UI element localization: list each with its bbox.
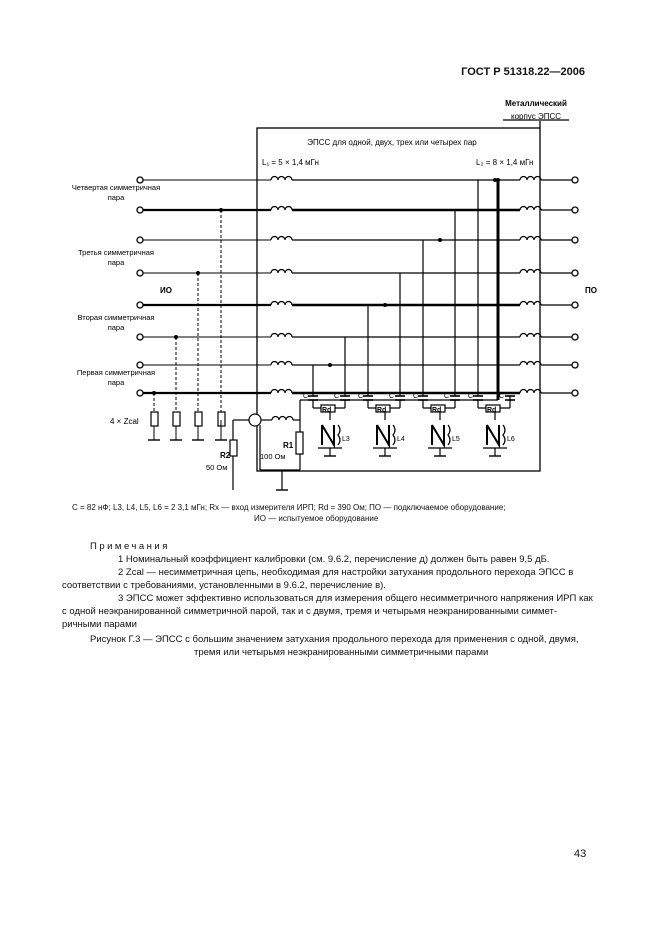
rd-label: Rd — [322, 407, 332, 414]
l-inductor — [322, 425, 334, 445]
figure-caption — [90, 633, 610, 659]
l1-coil — [271, 207, 292, 210]
l2-coil — [520, 302, 541, 306]
l1-coil — [271, 334, 292, 337]
output-terminal — [572, 302, 578, 308]
caption-line-1: Рисунок Г.3 — ЭПСС с большим значением затухания продольного перехода для применения с одной, двумя, — [90, 634, 579, 645]
r2-value: 50 Ом — [206, 463, 228, 472]
l2-coil — [520, 270, 541, 274]
r2-label: R2 — [220, 451, 231, 460]
l2-coil — [520, 237, 541, 240]
capacitor-label: C — [358, 393, 364, 400]
pair4-label-1: Четвертая симметричная — [71, 183, 161, 192]
capacitor-label: C — [468, 393, 474, 400]
l-coil — [338, 425, 340, 445]
box-title: ЭПСС для одной, двух, трех или четырех пар — [307, 138, 477, 147]
l2-coil — [520, 177, 541, 181]
note-1: 1 Номинальный коэффициент калибровки (см. 9.6.2, перечисление д) должен быть равен 9,5 дБ. — [118, 554, 550, 565]
inductor-label: L4 — [397, 436, 405, 443]
input-terminal — [137, 302, 143, 308]
caption-line-2: тремя или четырьмя неэкранированными симметричными парами — [194, 647, 489, 658]
output-terminal — [572, 207, 578, 213]
po-label: ПО — [585, 286, 597, 295]
l1-label: L₁ = 5 × 1,4 мГн — [262, 158, 319, 167]
zcal-resistor — [173, 412, 180, 426]
rx-terminal — [249, 414, 261, 426]
housing-label-1: Металлический — [505, 99, 567, 108]
r1-label: R1 — [283, 441, 294, 450]
l2-coil — [520, 334, 541, 337]
l-coil — [448, 425, 450, 445]
zcal-resistor — [151, 412, 158, 426]
output-terminal — [572, 237, 578, 243]
inductor-label: L6 — [507, 436, 515, 443]
rd-label: Rd — [432, 407, 442, 414]
input-terminal — [137, 390, 143, 396]
notes-title: Примечания — [90, 541, 170, 552]
l2-coil — [520, 390, 541, 393]
pair2-label-1: Вторая симметричная — [77, 313, 155, 322]
capacitor-label: C — [303, 393, 309, 400]
l2-coil — [520, 207, 541, 210]
note-2-line-2: соответствии с требованиями, установленными в 9.6.2, перечисление в). — [62, 580, 386, 591]
output-terminal — [572, 390, 578, 396]
input-terminal — [137, 270, 143, 276]
io-label: ИО — [160, 286, 172, 295]
capacitor-label: C — [444, 393, 450, 400]
note-2-line-1: 2 Zcal — несимметричная цепь, необходимая для настройки затухания продольного перехода ЭПСС в — [118, 567, 574, 578]
input-terminal — [137, 237, 143, 243]
note-3-line-1: 3 ЭПСС может эффективно использоваться для измерения общего несимметричного напряжения ИРП как — [118, 593, 593, 604]
capacitor-label: C — [334, 393, 340, 400]
housing-label-2: корпус ЭПСС — [510, 112, 562, 121]
note-3-line-3: ричными парами — [62, 619, 137, 630]
junction-dot — [493, 178, 497, 182]
l1-bottom-coil — [272, 417, 293, 420]
l-coil — [393, 425, 395, 445]
l1-coil — [271, 302, 292, 306]
inductor-label: L5 — [452, 436, 460, 443]
r1-resistor — [296, 432, 303, 454]
junction-dot — [438, 238, 442, 242]
legend-line-1: C = 82 нФ; L3, L4, L5, L6 = 2 3,1 мГн; Rx — вход измерителя ИРП; Rd = 390 Ом; ПО — подключаемое оборудование; — [72, 503, 506, 512]
l2-label: L₂ = 8 × 1,4 мГн — [476, 158, 534, 167]
capacitor-label: C — [413, 393, 419, 400]
legend-line-2: ИО — испытуемое оборудование — [254, 514, 379, 523]
r1-value: 100 Ом — [260, 452, 286, 461]
pair2-label-2: пара — [107, 323, 125, 332]
pair3-label-2: пара — [107, 258, 125, 267]
l1-coil — [271, 362, 292, 365]
l1-coil — [271, 237, 292, 240]
l-inductor — [487, 425, 499, 445]
page-number: 43 — [574, 848, 587, 860]
rd-label: Rd — [377, 407, 387, 414]
junction-dot — [383, 303, 387, 307]
zcal-label: 4 × Zcal — [110, 417, 139, 426]
standard-header: ГОСТ Р 51318.22—2006 — [461, 66, 585, 78]
l-inductor — [377, 425, 389, 445]
capacitor-label: C — [499, 393, 505, 400]
output-terminal — [572, 177, 578, 183]
output-terminal — [572, 362, 578, 368]
input-terminal — [137, 207, 143, 213]
notes-block — [62, 540, 595, 631]
l2-coil — [520, 362, 541, 365]
l-inductor — [432, 425, 444, 445]
l-coil — [503, 425, 505, 445]
input-terminal — [137, 334, 143, 340]
junction-dot — [328, 363, 332, 367]
r2-resistor — [230, 440, 237, 456]
pair1-label-2: пара — [107, 378, 125, 387]
zcal-resistor — [195, 412, 202, 426]
pair3-label-1: Третья симметричная — [78, 248, 154, 257]
l1-coil — [271, 270, 292, 274]
rd-label: Rd — [487, 407, 497, 414]
figure-legend — [72, 502, 592, 524]
pair1-label-1: Первая симметричная — [76, 368, 156, 377]
inductor-label: L3 — [342, 436, 350, 443]
output-terminal — [572, 270, 578, 276]
l1-coil — [271, 177, 292, 181]
l1-coil — [271, 390, 292, 393]
pair4-label-2: пара — [107, 193, 125, 202]
capacitor-label: C — [389, 393, 395, 400]
output-terminal — [572, 334, 578, 340]
note-3-line-2: с одной неэкранированной симметричной парой, так и с двумя, тремя и четырьмя неэкранированными симмет- — [62, 606, 557, 617]
